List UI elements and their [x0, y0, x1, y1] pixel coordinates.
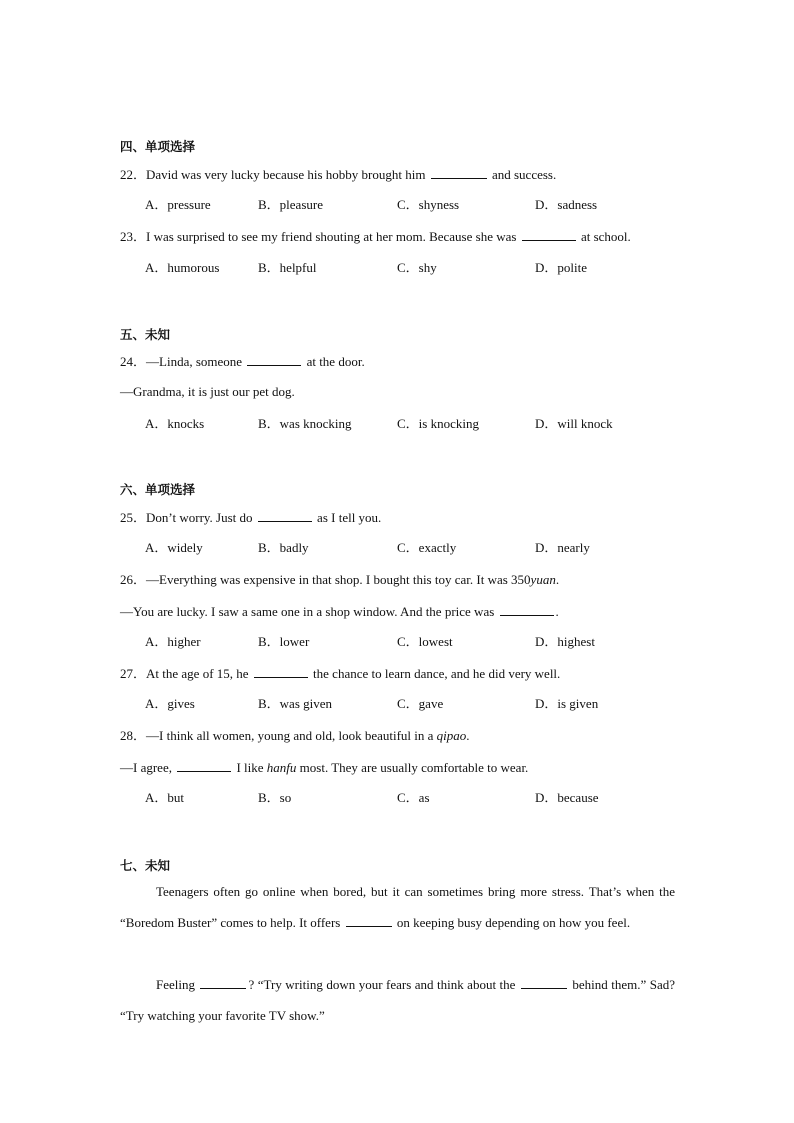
question-number: 26． [120, 572, 147, 587]
option-d[interactable]: D．nearly [535, 540, 590, 555]
question-27 [120, 665, 560, 682]
question-text: Don’t worry. Just do [146, 510, 253, 525]
option-c[interactable]: C．shyness [397, 197, 460, 212]
option-d[interactable]: D．is given [535, 696, 599, 711]
options-23 [145, 260, 665, 276]
question-text: . [555, 604, 559, 619]
option-a[interactable]: A．gives [145, 696, 195, 711]
answer-blank[interactable] [254, 665, 308, 678]
question-text: —I think all women, young and old, look beautiful in a [146, 728, 434, 743]
answer-blank[interactable] [346, 914, 392, 927]
passage-paragraph-2 [120, 969, 675, 1031]
option-a[interactable]: A．but [145, 790, 185, 805]
answer-blank[interactable] [522, 228, 576, 241]
question-number: 28． [120, 728, 147, 743]
question-text: —Everything was expensive in that shop. I bought this toy car. It was 350 [146, 572, 531, 587]
option-b[interactable]: B．was given [258, 696, 333, 711]
question-text: —Linda, someone [146, 354, 243, 369]
passage-text: ? “Try writing down your fears and think about the [248, 977, 516, 992]
option-a[interactable]: A．higher [145, 634, 201, 649]
options-28 [145, 790, 665, 806]
option-d[interactable]: D．sadness [535, 197, 598, 212]
option-c[interactable]: C．lowest [397, 634, 453, 649]
option-b[interactable]: B．was knocking [258, 416, 352, 431]
options-26 [145, 634, 665, 650]
question-text: and success. [491, 167, 557, 182]
option-b[interactable]: B．helpful [258, 260, 317, 275]
option-d[interactable]: D．polite [535, 260, 587, 275]
question-number: 25． [120, 510, 147, 525]
question-text: David was very lucky because his hobby brought him [146, 167, 426, 182]
question-28 [120, 728, 470, 744]
question-text: . [466, 728, 470, 743]
question-26-reply [120, 603, 559, 620]
answer-blank[interactable] [500, 603, 554, 616]
answer-blank[interactable] [258, 509, 312, 522]
passage-text: behind them.” Sad? “Try watching your favorite TV show.” [120, 977, 676, 1023]
option-d[interactable]: D．will knock [535, 416, 613, 431]
italic-word: yuan [530, 572, 556, 587]
question-text: at school. [580, 229, 631, 244]
option-d[interactable]: D．highest [535, 634, 595, 649]
answer-blank[interactable] [200, 976, 246, 989]
question-number: 23． [120, 229, 147, 244]
section-heading-6: 六、单项选择 [120, 482, 196, 497]
option-a[interactable]: A．pressure [145, 197, 211, 212]
options-25 [145, 540, 665, 556]
question-text: I was surprised to see my friend shouting at her mom. Because she was [146, 229, 517, 244]
options-27 [145, 696, 665, 712]
question-number: 24． [120, 354, 147, 369]
section-heading-5: 五、未知 [120, 327, 171, 342]
question-24 [120, 353, 365, 370]
question-28-reply [120, 759, 528, 776]
options-22 [145, 197, 665, 213]
question-text: as I tell you. [317, 510, 382, 525]
question-number: 22． [120, 167, 147, 182]
section-heading-4: 四、单项选择 [120, 139, 196, 154]
question-26 [120, 572, 559, 588]
question-25 [120, 509, 381, 526]
passage-text: on keeping busy depending on how you feel. [396, 915, 631, 930]
question-22 [120, 166, 556, 183]
option-c[interactable]: C．exactly [397, 540, 457, 555]
question-text: At the age of 15, he [146, 666, 249, 681]
option-b[interactable]: B．so [258, 790, 292, 805]
question-text: I like [236, 760, 264, 775]
question-text: the chance to learn dance, and he did very well. [313, 666, 561, 681]
answer-blank[interactable] [431, 166, 487, 179]
question-24-reply: —Grandma, it is just our pet dog. [120, 384, 295, 399]
options-24 [145, 416, 665, 432]
option-c[interactable]: C．is knocking [397, 416, 479, 431]
option-a[interactable]: A．knocks [145, 416, 205, 431]
option-b[interactable]: B．badly [258, 540, 309, 555]
answer-blank[interactable] [247, 353, 301, 366]
answer-blank[interactable] [177, 759, 231, 772]
option-d[interactable]: D．because [535, 790, 599, 805]
option-a[interactable]: A．humorous [145, 260, 220, 275]
passage-paragraph-1 [120, 876, 675, 938]
question-text: —You are lucky. I saw a same one in a shop window. And the price was [120, 604, 495, 619]
question-number: 27． [120, 666, 147, 681]
option-b[interactable]: B．pleasure [258, 197, 323, 212]
question-23 [120, 228, 631, 245]
passage-text: Teenagers often go online when bored, but it can sometimes bring more stress. That’s when the “Boredom Buster” comes to help. It offers [120, 884, 675, 930]
option-c[interactable]: C．gave [397, 696, 444, 711]
option-c[interactable]: C．shy [397, 260, 437, 275]
question-text: . [555, 572, 560, 587]
option-c[interactable]: C．as [397, 790, 430, 805]
italic-word: qipao [436, 728, 467, 743]
option-b[interactable]: B．lower [258, 634, 310, 649]
option-a[interactable]: A．widely [145, 540, 203, 555]
section-heading-7: 七、未知 [120, 858, 171, 873]
italic-word: hanfu [266, 760, 297, 775]
question-text: —I agree, [120, 760, 172, 775]
question-text: most. They are usually comfortable to wear. [299, 760, 529, 775]
question-text: at the door. [306, 354, 365, 369]
answer-blank[interactable] [521, 976, 567, 989]
passage-text: Feeling [156, 977, 195, 992]
